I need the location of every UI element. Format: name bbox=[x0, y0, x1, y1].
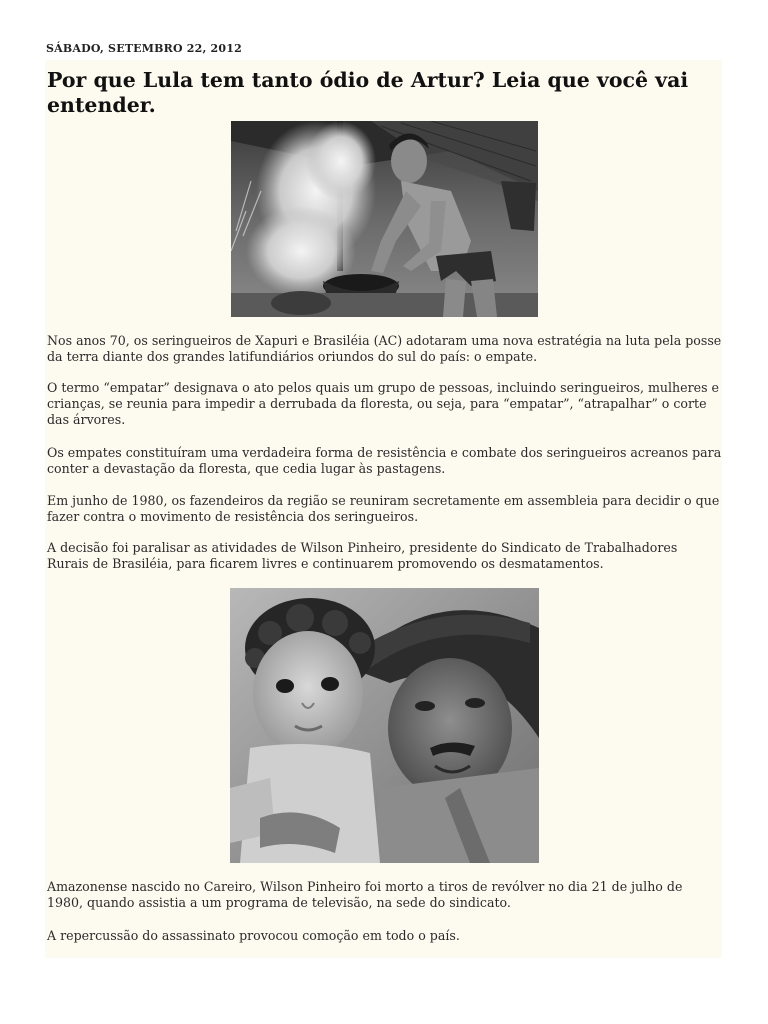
paragraph: Amazonense nascido no Careiro, Wilson Pinheiro foi morto a tiros de revólver no dia 21 de julho de 1980, quando assistia a um programa de televisão, na sede do sindicato. bbox=[47, 879, 683, 910]
rubber-tapper-photo bbox=[231, 121, 538, 317]
post-title[interactable]: Por que Lula tem tanto ódio de Artur? Leia que você vai entender. bbox=[47, 68, 689, 117]
paragraph: Nos anos 70, os seringueiros de Xapuri e Brasiléia (AC) adotaram uma nova estratégia na luta pela posse da terra diante dos grandes latifundiários oriundos do sul do país: o empate. bbox=[47, 333, 722, 364]
paragraph: A repercussão do assassinato provocou comoção em todo o país. bbox=[47, 928, 460, 943]
paragraph: A decisão foi paralisar as atividades de Wilson Pinheiro, presidente do Sindicato de Trabalhadores Rurais de Brasiléia, para ficarem livres e continuarem promovendo os desmatamentos. bbox=[47, 540, 678, 571]
paragraph: Os empates constituíram uma verdadeira forma de resistência e combate dos seringueiros acreanos para conter a devastação da floresta, que cedia lugar às pastagens. bbox=[47, 445, 722, 476]
post-date: SÁBADO, SETEMBRO 22, 2012 bbox=[46, 42, 242, 55]
man-with-child-photo bbox=[230, 588, 539, 863]
paragraph: Em junho de 1980, os fazendeiros da região se reuniram secretamente em assembleia para decidir o que fazer contra o movimento de resistência dos seringueiros. bbox=[47, 493, 720, 524]
paragraph: O termo “empatar” designava o ato pelos quais um grupo de pessoas, incluindo seringueiros, mulheres e crianças, se reunia para impedir a derrubada da floresta, ou seja, para “empatar”, “atrapalhar” o corte das árvores. bbox=[47, 380, 720, 427]
